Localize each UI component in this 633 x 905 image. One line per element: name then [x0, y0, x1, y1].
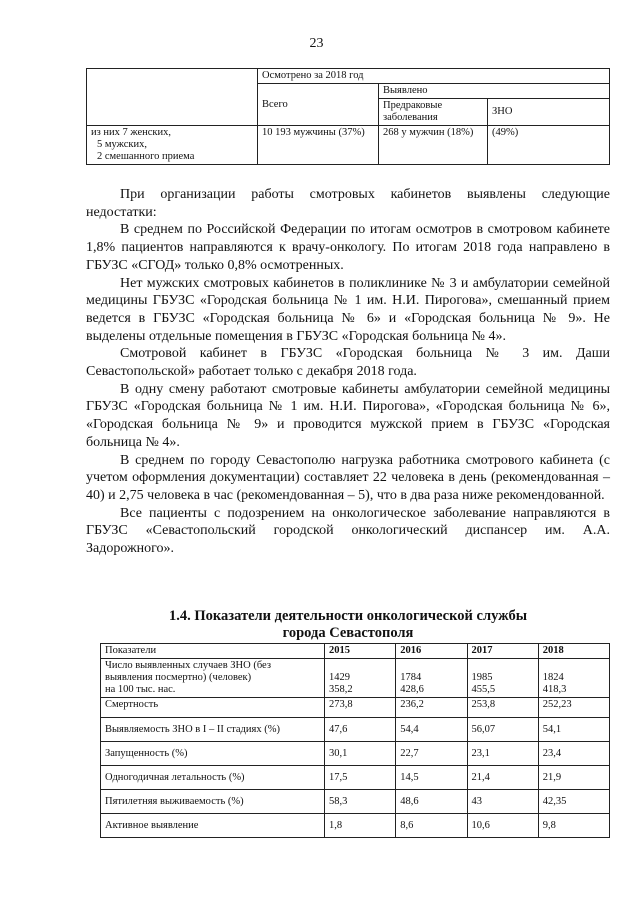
row-label-line: на 100 тыс. нас.: [105, 684, 176, 695]
paragraph: При организации работы смотровых кабинетов выявлены следующие недостатки:: [86, 187, 610, 220]
precancer-cell: 268 у мужчин (18%): [379, 126, 488, 165]
value: 418,3: [542, 684, 567, 695]
rooms-line: 2 смешанного приема: [97, 151, 195, 162]
value-cell: 21,4: [467, 766, 538, 790]
page-number: 23: [309, 36, 324, 51]
value: 428,6: [400, 684, 424, 695]
table-row: [87, 126, 610, 165]
row-label: [101, 659, 325, 698]
indicators-table: [100, 643, 610, 838]
row-label-line: выявления посмертно) (человек): [105, 672, 252, 683]
header-year: 2015: [325, 644, 396, 659]
table-row: [101, 790, 610, 814]
value: 455,5: [471, 684, 496, 695]
value-cell: [467, 659, 538, 698]
value: 358,2: [329, 684, 353, 695]
value-cell: 253,8: [467, 698, 538, 718]
header-detected: Выявлено: [379, 84, 610, 99]
header-indicator: Показатели: [101, 644, 325, 659]
header-year: 2016: [396, 644, 467, 659]
paragraph: Нет мужских смотровых кабинетов в поликлинике № 3 и амбулатории семейной медицины ГБУЗС «Городская больница № 1 им. Н.И. Пирогова», смешанный прием ведется в ГБУЗС «Городская больница № 6» и «Городская больница № 9». Не выделены отдельные помещения в ГБУЗС «Городская больница № 4».: [86, 275, 610, 344]
value-cell: 14,5: [396, 766, 467, 790]
paragraph: Все пациенты с подозрением на онкологическое заболевание направляются в ГБУЗС «Севастопольский городской онкологический диспансер им. А.А. Задорожного».: [86, 505, 610, 557]
table-row: [101, 742, 610, 766]
screening-empty-header: [87, 69, 258, 126]
value-cell: 9,8: [538, 814, 609, 838]
section-title-line: 1.4. Показатели деятельности онкологической службы: [168, 608, 528, 624]
header-year: 2017: [467, 644, 538, 659]
value-cell: [538, 659, 609, 698]
row-label: Активное выявление: [101, 814, 325, 838]
zno-cell: (49%): [488, 126, 610, 165]
value-cell: [396, 659, 467, 698]
value-cell: 21,9: [538, 766, 609, 790]
value: 1429: [329, 672, 351, 683]
paragraph: В одну смену работают смотровые кабинеты амбулатории семейной медицины ГБУЗС «Городская больница № 1 им. Н.И. Пирогова», «Городская больница № 6», «Городская больница № 9» и проводится мужской прием в ГБУЗС «Городская больница № 4».: [86, 381, 610, 450]
row-label-line: Число выявленных случаев ЗНО (без: [105, 660, 271, 671]
row-label: Пятилетняя выживаемость (%): [101, 790, 325, 814]
header-total: Всего: [258, 84, 379, 126]
value-cell: 23,4: [538, 742, 609, 766]
row-label: Смертность: [101, 698, 325, 718]
section-title-line: города Севастополя: [282, 625, 414, 641]
table-row: [101, 814, 610, 838]
header-year: 2018: [538, 644, 609, 659]
value-cell: 1,8: [325, 814, 396, 838]
value-cell: [325, 659, 396, 698]
value-cell: 23,1: [467, 742, 538, 766]
value-cell: 30,1: [325, 742, 396, 766]
value: 1784: [400, 672, 422, 683]
paragraph: В среднем по городу Севастополю нагрузка работника смотрового кабинета (с учетом оформления документации) составляет 22 человека в день (рекомендованная – 40) и 2,75 человека в час (рекомендованная – 5), что в два раза ниже рекомендованной.: [86, 452, 610, 503]
value-cell: 10,6: [467, 814, 538, 838]
value-cell: 43: [467, 790, 538, 814]
rooms-line: 5 мужских,: [97, 139, 147, 150]
value-cell: 8,6: [396, 814, 467, 838]
value-cell: 48,6: [396, 790, 467, 814]
table-header-row: [101, 644, 610, 659]
screening-table: [86, 68, 610, 165]
row-label: Выявляемость ЗНО в I – II стадиях (%): [101, 718, 325, 742]
value-cell: 42,35: [538, 790, 609, 814]
value-cell: 22,7: [396, 742, 467, 766]
value-cell: 54,4: [396, 718, 467, 742]
header-zno: ЗНО: [488, 99, 610, 126]
value-cell: 252,23: [538, 698, 609, 718]
body-text: [86, 186, 610, 558]
table-row: [101, 659, 610, 698]
value-cell: 54,1: [538, 718, 609, 742]
header-precancer: Предраковые заболевания: [379, 99, 488, 126]
value-cell: 236,2: [396, 698, 467, 718]
value-cell: 17,5: [325, 766, 396, 790]
value-cell: 273,8: [325, 698, 396, 718]
value: 1824: [542, 672, 564, 683]
paragraph: В среднем по Российской Федерации по итогам осмотров в смотровом кабинете 1,8% пациентов направляются к врачу-онкологу. По итогам 2018 года направлено в ГБУЗС «СГОД» только 0,8% осмотренных.: [86, 222, 610, 273]
section-title: [86, 608, 610, 642]
paragraph: Смотровой кабинет в ГБУЗС «Городская больница № 3 им. Даши Севастопольской» работает только с декабря 2018 года.: [86, 346, 610, 380]
table-row: [101, 766, 610, 790]
row-label: Одногодичная летальность (%): [101, 766, 325, 790]
value-cell: 56,07: [467, 718, 538, 742]
rooms-line: из них 7 женских,: [91, 127, 172, 138]
rooms-cell: [87, 126, 258, 165]
value-cell: 58,3: [325, 790, 396, 814]
value-cell: 47,6: [325, 718, 396, 742]
table-row: [101, 698, 610, 718]
value: 1985: [471, 672, 493, 683]
header-screened: Осмотрено за 2018 год: [258, 69, 610, 84]
total-cell: 10 193 мужчины (37%): [258, 126, 379, 165]
row-label: Запущенность (%): [101, 742, 325, 766]
table-row: [101, 718, 610, 742]
